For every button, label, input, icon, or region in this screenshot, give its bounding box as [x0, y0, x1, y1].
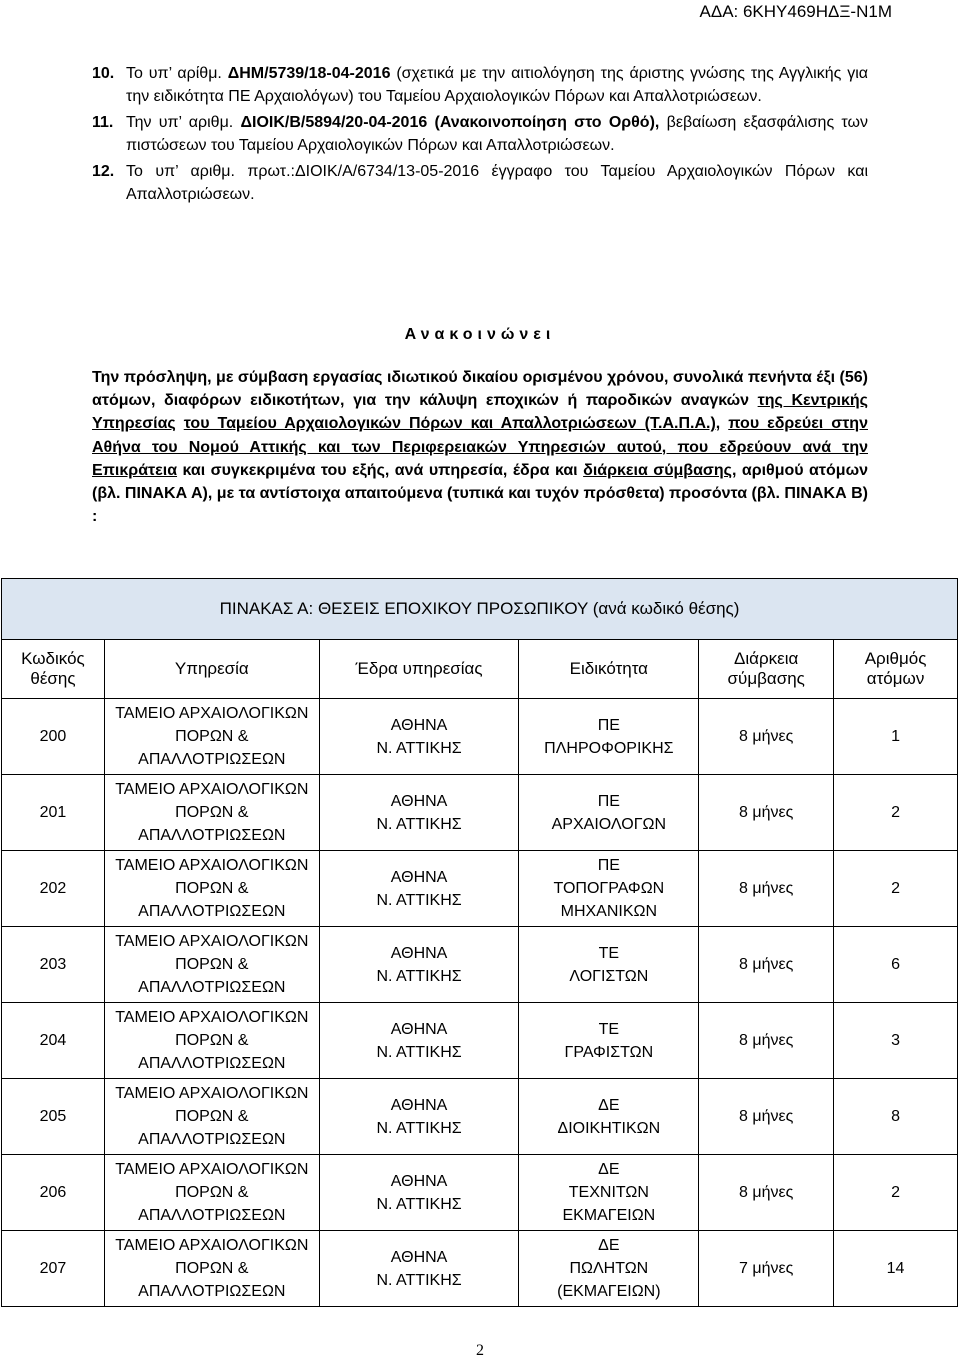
- cell-service: ΤΑΜΕΙΟ ΑΡΧΑΙΟΛΟΓΙΚΩΝ ΠΟΡΩΝ & ΑΠΑΛΛΟΤΡΙΩΣΕΩΝ: [104, 1155, 319, 1231]
- table-body: [2, 699, 958, 1307]
- header-count: Αριθμός ατόμων: [834, 640, 958, 699]
- cell-seat: ΑΘΗΝΑ Ν. ΑΤΤΙΚΗΣ: [319, 927, 519, 1003]
- cell-duration: 8 μήνες: [699, 1155, 834, 1231]
- positions-table: [1, 578, 958, 1307]
- table-row: [2, 1155, 958, 1231]
- announcement-body: [92, 366, 868, 528]
- page-number: 2: [476, 1342, 484, 1359]
- reference-text-post: ΔΙΟΙΚ/Α/6734/13-05-2016 έγγραφο του Ταμείου Αρχαιολογικών Πόρων και Απαλλοτριώσεων.: [126, 163, 868, 203]
- reference-text-post: βεβαίωση εξασφάλισης των πιστώσεων του Ταμείου Αρχαιολογικών Πόρων και Απαλλοτριώσεων.: [126, 114, 869, 154]
- table-row: [2, 699, 958, 775]
- cell-duration: 8 μήνες: [699, 775, 834, 851]
- cell-duration: 8 μήνες: [699, 699, 834, 775]
- cell-code: 202: [2, 851, 105, 927]
- header-code: Κωδικός θέσης: [2, 640, 105, 699]
- cell-count: 1: [834, 699, 958, 775]
- reference-number: 10.: [92, 65, 115, 82]
- cell-service: ΤΑΜΕΙΟ ΑΡΧΑΙΟΛΟΓΙΚΩΝ ΠΟΡΩΝ & ΑΠΑΛΛΟΤΡΙΩΣΕΩΝ: [104, 927, 319, 1003]
- reference-text-post: (σχετικά με την αιτιολόγηση της άριστης γνώσης της Αγγλικής για την ειδικότητα ΠΕ Αρχαιολόγων) του Ταμείου Αρχαιολογικών Πόρων και Απαλλοτριώσεων.: [126, 65, 869, 105]
- cell-specialty: ΠΕ ΑΡΧΑΙΟΛΟΓΩΝ: [519, 775, 699, 851]
- cell-service: ΤΑΜΕΙΟ ΑΡΧΑΙΟΛΟΓΙΚΩΝ ΠΟΡΩΝ & ΑΠΑΛΛΟΤΡΙΩΣΕΩΝ: [104, 1003, 319, 1079]
- reference-text: Την υπ’ αριθμ.: [126, 114, 241, 131]
- cell-specialty: ΤΕ ΛΟΓΙΣΤΩΝ: [519, 927, 699, 1003]
- header-service: Υπηρεσία: [104, 640, 319, 699]
- cell-specialty: ΔΕ ΤΕΧΝΙΤΩΝ ΕΚΜΑΓΕΙΩΝ: [519, 1155, 699, 1231]
- reference-text: Το υπ’ αρίθμ.: [126, 65, 228, 82]
- header-duration: Διάρκεια σύμβασης: [699, 640, 834, 699]
- table-row: [2, 1079, 958, 1155]
- cell-code: 206: [2, 1155, 105, 1231]
- announcement-heading: Ανακοινώνει: [404, 326, 556, 343]
- cell-seat: ΑΘΗΝΑ Ν. ΑΤΤΙΚΗΣ: [319, 1231, 519, 1307]
- cell-code: 207: [2, 1231, 105, 1307]
- announcement-underlined: του Ταμείου Αρχαιολογικών Πόρων και Απαλλοτριώσεων (Τ.Α.Π.Α.),: [183, 415, 721, 433]
- cell-count: 2: [834, 775, 958, 851]
- table-row: [2, 851, 958, 927]
- cell-service: ΤΑΜΕΙΟ ΑΡΧΑΙΟΛΟΓΙΚΩΝ ΠΟΡΩΝ & ΑΠΑΛΛΟΤΡΙΩΣΕΩΝ: [104, 1231, 319, 1307]
- reference-item: [92, 62, 868, 108]
- cell-count: 6: [834, 927, 958, 1003]
- cell-specialty: ΠΕ ΤΟΠΟΓΡΑΦΩΝ ΜΗΧΑΝΙΚΩΝ: [519, 851, 699, 927]
- cell-code: 204: [2, 1003, 105, 1079]
- header-seat: Έδρα υπηρεσίας: [319, 640, 519, 699]
- reference-item: [92, 111, 868, 157]
- reference-number: 11.: [92, 114, 114, 131]
- cell-duration: 8 μήνες: [699, 1003, 834, 1079]
- cell-count: 14: [834, 1231, 958, 1307]
- announcement-space: [176, 415, 184, 432]
- reference-id: ΔΗΜ/5739/18-04-2016: [227, 65, 391, 82]
- cell-code: 200: [2, 699, 105, 775]
- ada-code: ΑΔΑ: 6ΚΗΥ469ΗΔΞ-Ν1Μ: [699, 2, 892, 21]
- reference-item: [92, 160, 868, 206]
- cell-duration: 7 μήνες: [699, 1231, 834, 1307]
- reference-id: ΔΙΟΙΚ/Β/5894/20-04-2016 (Ανακοινοποίηση στο Ορθό),: [240, 114, 660, 131]
- announcement-text: και συγκεκριμένα του εξής, ανά υπηρεσία, έδρα και: [177, 461, 584, 479]
- cell-seat: ΑΘΗΝΑ Ν. ΑΤΤΙΚΗΣ: [319, 1079, 519, 1155]
- table-header-row: [2, 640, 958, 699]
- references-list: [92, 62, 868, 209]
- cell-code: 205: [2, 1079, 105, 1155]
- table-row: [2, 927, 958, 1003]
- header-specialty: Ειδικότητα: [519, 640, 699, 699]
- announcement-text: , αριθμού ατόμων (βλ. ΠΙΝΑΚΑ Α), με τα αντίστοιχα απαιτούμενα (τυπικά και τυχόν πρόσθετα) προσόντα (βλ. ΠΙΝΑΚΑ Β) :: [92, 461, 869, 526]
- reference-number: 12.: [92, 163, 115, 180]
- announcement-text: Την πρόσληψη, με σύμβαση εργασίας ιδιωτικού δικαίου ορισμένου χρόνου, συνολικά πενήντα έξι (56) ατόμων, διαφόρων ειδικοτήτων, για την κάλυψη εποχικών ή παροδικών αναγκών: [92, 369, 868, 410]
- cell-specialty: ΔΕ ΔΙΟΙΚΗΤΙΚΩΝ: [519, 1079, 699, 1155]
- cell-count: 2: [834, 851, 958, 927]
- cell-count: 8: [834, 1079, 958, 1155]
- table-title: ΠΙΝΑΚΑΣ Α: ΘΕΣΕΙΣ ΕΠΟΧΙΚΟΥ ΠΡΟΣΩΠΙΚΟΥ (ανά κωδικό θέσης): [2, 579, 958, 640]
- table-row: [2, 1003, 958, 1079]
- cell-seat: ΑΘΗΝΑ Ν. ΑΤΤΙΚΗΣ: [319, 775, 519, 851]
- table-row: [2, 775, 958, 851]
- cell-count: 2: [834, 1155, 958, 1231]
- cell-specialty: ΤΕ ΓΡΑΦΙΣΤΩΝ: [519, 1003, 699, 1079]
- cell-service: ΤΑΜΕΙΟ ΑΡΧΑΙΟΛΟΓΙΚΩΝ ΠΟΡΩΝ & ΑΠΑΛΛΟΤΡΙΩΣΕΩΝ: [104, 775, 319, 851]
- cell-duration: 8 μήνες: [699, 851, 834, 927]
- cell-count: 3: [834, 1003, 958, 1079]
- cell-service: ΤΑΜΕΙΟ ΑΡΧΑΙΟΛΟΓΙΚΩΝ ΠΟΡΩΝ & ΑΠΑΛΛΟΤΡΙΩΣΕΩΝ: [104, 851, 319, 927]
- announcement-underlined: της Κεντρικής Υπηρεσίας: [92, 392, 869, 433]
- cell-seat: ΑΘΗΝΑ Ν. ΑΤΤΙΚΗΣ: [319, 1155, 519, 1231]
- table-row: [2, 1231, 958, 1307]
- reference-text: Το υπ’ αριθμ. πρωτ.:: [126, 163, 295, 180]
- cell-code: 201: [2, 775, 105, 851]
- announcement-underlined: διάρκεια σύμβασης: [583, 461, 732, 479]
- cell-specialty: ΠΕ ΠΛΗΡΟΦΟΡΙΚΗΣ: [519, 699, 699, 775]
- cell-code: 203: [2, 927, 105, 1003]
- cell-duration: 8 μήνες: [699, 927, 834, 1003]
- announcement-underlined: που εδρεύει στην Αθήνα του Νομού Αττικής και των Περιφερειακών Υπηρεσιών αυτού, που εδρεύουν ανά την Επικράτεια: [92, 415, 868, 479]
- cell-service: ΤΑΜΕΙΟ ΑΡΧΑΙΟΛΟΓΙΚΩΝ ΠΟΡΩΝ & ΑΠΑΛΛΟΤΡΙΩΣΕΩΝ: [104, 699, 319, 775]
- cell-specialty: ΔΕ ΠΩΛΗΤΩΝ (ΕΚΜΑΓΕΙΩΝ): [519, 1231, 699, 1307]
- cell-service: ΤΑΜΕΙΟ ΑΡΧΑΙΟΛΟΓΙΚΩΝ ΠΟΡΩΝ & ΑΠΑΛΛΟΤΡΙΩΣΕΩΝ: [104, 1079, 319, 1155]
- cell-seat: ΑΘΗΝΑ Ν. ΑΤΤΙΚΗΣ: [319, 699, 519, 775]
- cell-duration: 8 μήνες: [699, 1079, 834, 1155]
- cell-seat: ΑΘΗΝΑ Ν. ΑΤΤΙΚΗΣ: [319, 1003, 519, 1079]
- cell-seat: ΑΘΗΝΑ Ν. ΑΤΤΙΚΗΣ: [319, 851, 519, 927]
